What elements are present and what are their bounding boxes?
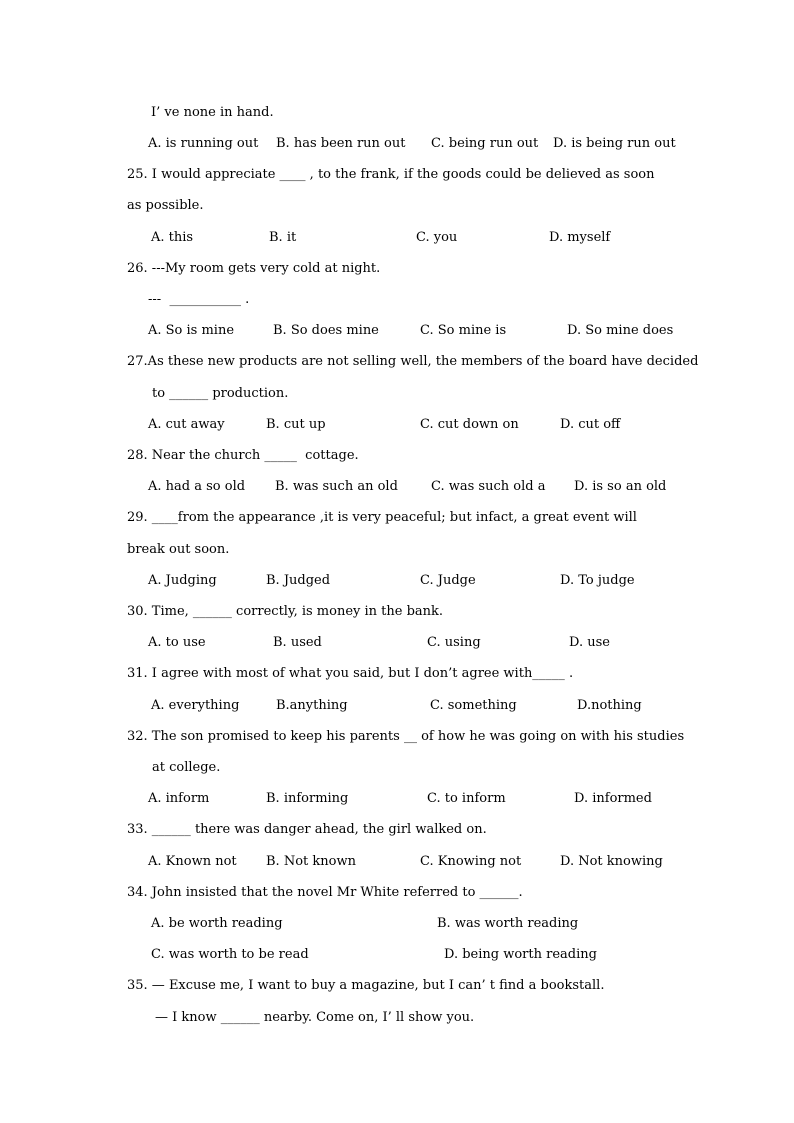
- q27-option-b: B. cut up: [266, 417, 326, 432]
- q26-stem-line2: --- ___________ .: [148, 292, 250, 307]
- q27-stem-line2: to ______ production.: [152, 386, 289, 401]
- q35-stem-line2: — I know ______ nearby. Come on, I’ ll show you.: [155, 1010, 475, 1025]
- q25-option-d: D. myself: [549, 230, 611, 245]
- q33-stem: 33. ______ there was danger ahead, the girl walked on.: [127, 822, 487, 837]
- q28-option-d: D. is so an old: [574, 479, 667, 494]
- q35-stem-line1: 35. — Excuse me, I want to buy a magazine, but I can’ t find a bookstall.: [127, 978, 605, 993]
- q29-option-a: A. Judging: [148, 573, 217, 588]
- q27-option-a: A. cut away: [148, 417, 225, 432]
- q32-option-a: A. inform: [148, 791, 210, 806]
- q26-option-d: D. So mine does: [567, 323, 674, 338]
- q25-option-a: A. this: [151, 230, 194, 245]
- q24-continuation: I’ ve none in hand.: [151, 105, 274, 120]
- q26-option-a: A. So is mine: [148, 323, 235, 338]
- q30-option-c: C. using: [427, 635, 481, 650]
- q32-stem-line2: at college.: [152, 760, 221, 775]
- q29-option-b: B. Judged: [266, 573, 331, 588]
- q31-option-a: A. everything: [151, 698, 240, 713]
- q32-option-c: C. to inform: [427, 791, 506, 806]
- q34-stem: 34. John insisted that the novel Mr White referred to ______.: [127, 885, 523, 900]
- q33-option-b: B. Not known: [266, 854, 356, 869]
- q28-option-b: B. was such an old: [275, 479, 398, 494]
- q33-option-c: C. Knowing not: [420, 854, 522, 869]
- q30-option-d: D. use: [569, 635, 610, 650]
- q25-stem-line2: as possible.: [127, 198, 204, 213]
- q31-option-c: C. something: [430, 698, 517, 713]
- q34-option-a: A. be worth reading: [151, 916, 283, 931]
- q26-stem-line1: 26. ---My room gets very cold at night.: [127, 261, 381, 276]
- q27-option-c: C. cut down on: [420, 417, 519, 432]
- q29-stem-line1: 29. ____from the appearance ,it is very peaceful; but infact, a great event will: [127, 510, 637, 525]
- q34-option-b: B. was worth reading: [437, 916, 579, 931]
- q31-option-b: B.anything: [276, 698, 348, 713]
- q25-option-b: B. it: [269, 230, 297, 245]
- q29-option-d: D. To judge: [560, 573, 635, 588]
- q28-stem: 28. Near the church _____ cottage.: [127, 448, 359, 463]
- q24-option-c: C. being run out: [431, 136, 539, 151]
- q27-option-d: D. cut off: [560, 417, 621, 432]
- q32-stem-line1: 32. The son promised to keep his parents __ of how he was going on with his studies: [127, 729, 685, 744]
- q32-option-d: D. informed: [574, 791, 652, 806]
- q34-option-c: C. was worth to be read: [151, 947, 309, 962]
- q25-stem-line1: 25. I would appreciate ____ , to the frank, if the goods could be delieved as soon: [127, 167, 655, 182]
- q27-stem-line1: 27.As these new products are not selling well, the members of the board have decided: [127, 354, 699, 369]
- q29-stem-line2: break out soon.: [127, 542, 230, 557]
- q24-option-d: D. is being run out: [553, 136, 676, 151]
- q28-option-c: C. was such old a: [431, 479, 546, 494]
- q32-option-b: B. informing: [266, 791, 349, 806]
- q29-option-c: C. Judge: [420, 573, 476, 588]
- q34-option-d: D. being worth reading: [444, 947, 597, 962]
- q31-stem: 31. I agree with most of what you said, but I don’t agree with_____ .: [127, 666, 574, 681]
- q33-option-d: D. Not knowing: [560, 854, 663, 869]
- q28-option-a: A. had a so old: [148, 479, 246, 494]
- q30-stem: 30. Time, ______ correctly, is money in the bank.: [127, 604, 444, 619]
- q33-option-a: A. Known not: [148, 854, 237, 869]
- q26-option-b: B. So does mine: [273, 323, 379, 338]
- q30-option-a: A. to use: [148, 635, 206, 650]
- q26-option-c: C. So mine is: [420, 323, 507, 338]
- q25-option-c: C. you: [416, 230, 458, 245]
- q30-option-b: B. used: [273, 635, 322, 650]
- q24-option-b: B. has been run out: [276, 136, 406, 151]
- q24-option-a: A. is running out: [148, 136, 259, 151]
- q31-option-d: D.nothing: [577, 698, 642, 713]
